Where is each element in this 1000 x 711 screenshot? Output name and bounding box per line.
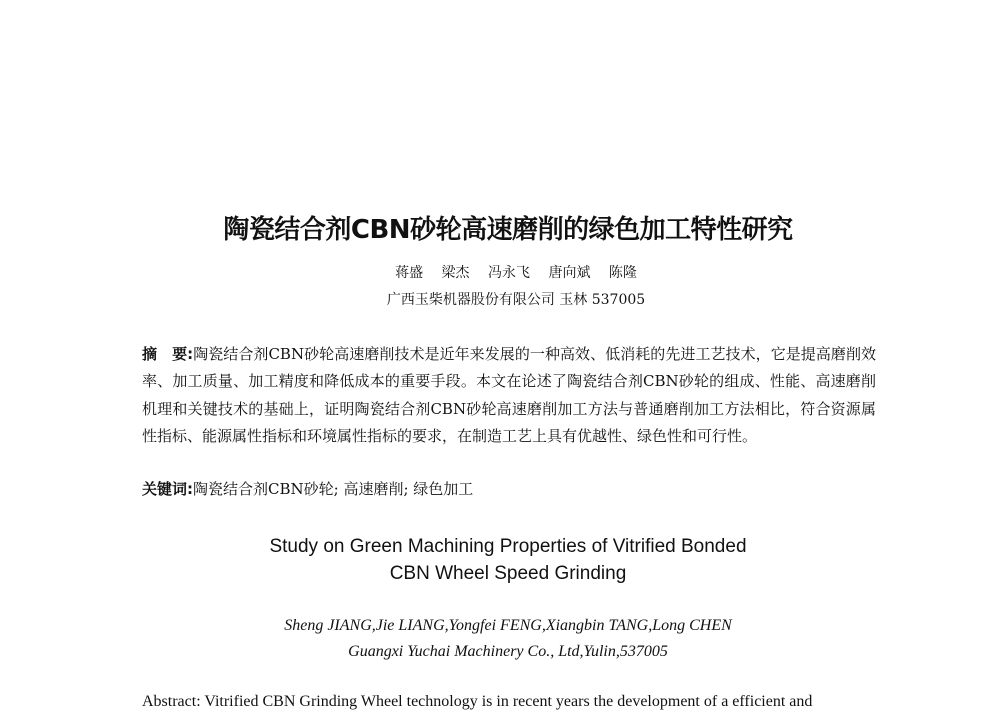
authors-cn: 蒋盛 梁杰 冯永飞 唐向斌 陈隆 xyxy=(395,265,637,281)
abstract-en-partial: Abstract: Vitrified CBN Grinding Wheel technology is in recent years the development of a efficient and xyxy=(142,693,813,710)
paper-title-en xyxy=(8,533,1000,587)
keywords-label: 关键词: xyxy=(142,480,193,498)
paper-title-cn: 陶瓷结合剂CBN砂轮高速磨削的绿色加工特性研究 xyxy=(223,215,793,245)
affiliation-cn: 广西玉柴机器股份有限公司 玉林 537005 xyxy=(386,292,646,308)
abstract-text: 陶瓷结合剂CBN砂轮高速磨削技术是近年来发展的一种高效、低消耗的先进工艺技术，它是提高磨削效率、加工质量、加工精度和降低成本的重要手段。本文在论述了陶瓷结合剂CBN砂轮的组成、性能、高速磨削机理和关键技术的基础上，证明陶瓷结合剂CBN砂轮高速磨削加工方法与普通磨削加工方法相比，符合资源属性指标、能源属性指标和环境属性指标的要求，在制造工艺上具有优越性、绿色性和可行性。 xyxy=(142,345,876,445)
keywords-cn xyxy=(142,478,473,499)
authors-en: Sheng JIANG,Jie LIANG,Yongfei FENG,Xiangbin TANG,Long CHEN xyxy=(284,617,732,634)
title-en-line1: Study on Green Machining Properties of Vitrified Bonded xyxy=(269,536,747,557)
abstract-label: 摘 要: xyxy=(142,345,194,363)
title-en-line2: CBN Wheel Speed Grinding xyxy=(389,563,627,584)
affiliation-en: Guangxi Yuchai Machinery Co., Ltd,Yulin,537005 xyxy=(348,643,668,660)
abstract-cn xyxy=(142,341,876,450)
keywords-text: 陶瓷结合剂CBN砂轮; 高速磨削; 绿色加工 xyxy=(193,480,474,498)
